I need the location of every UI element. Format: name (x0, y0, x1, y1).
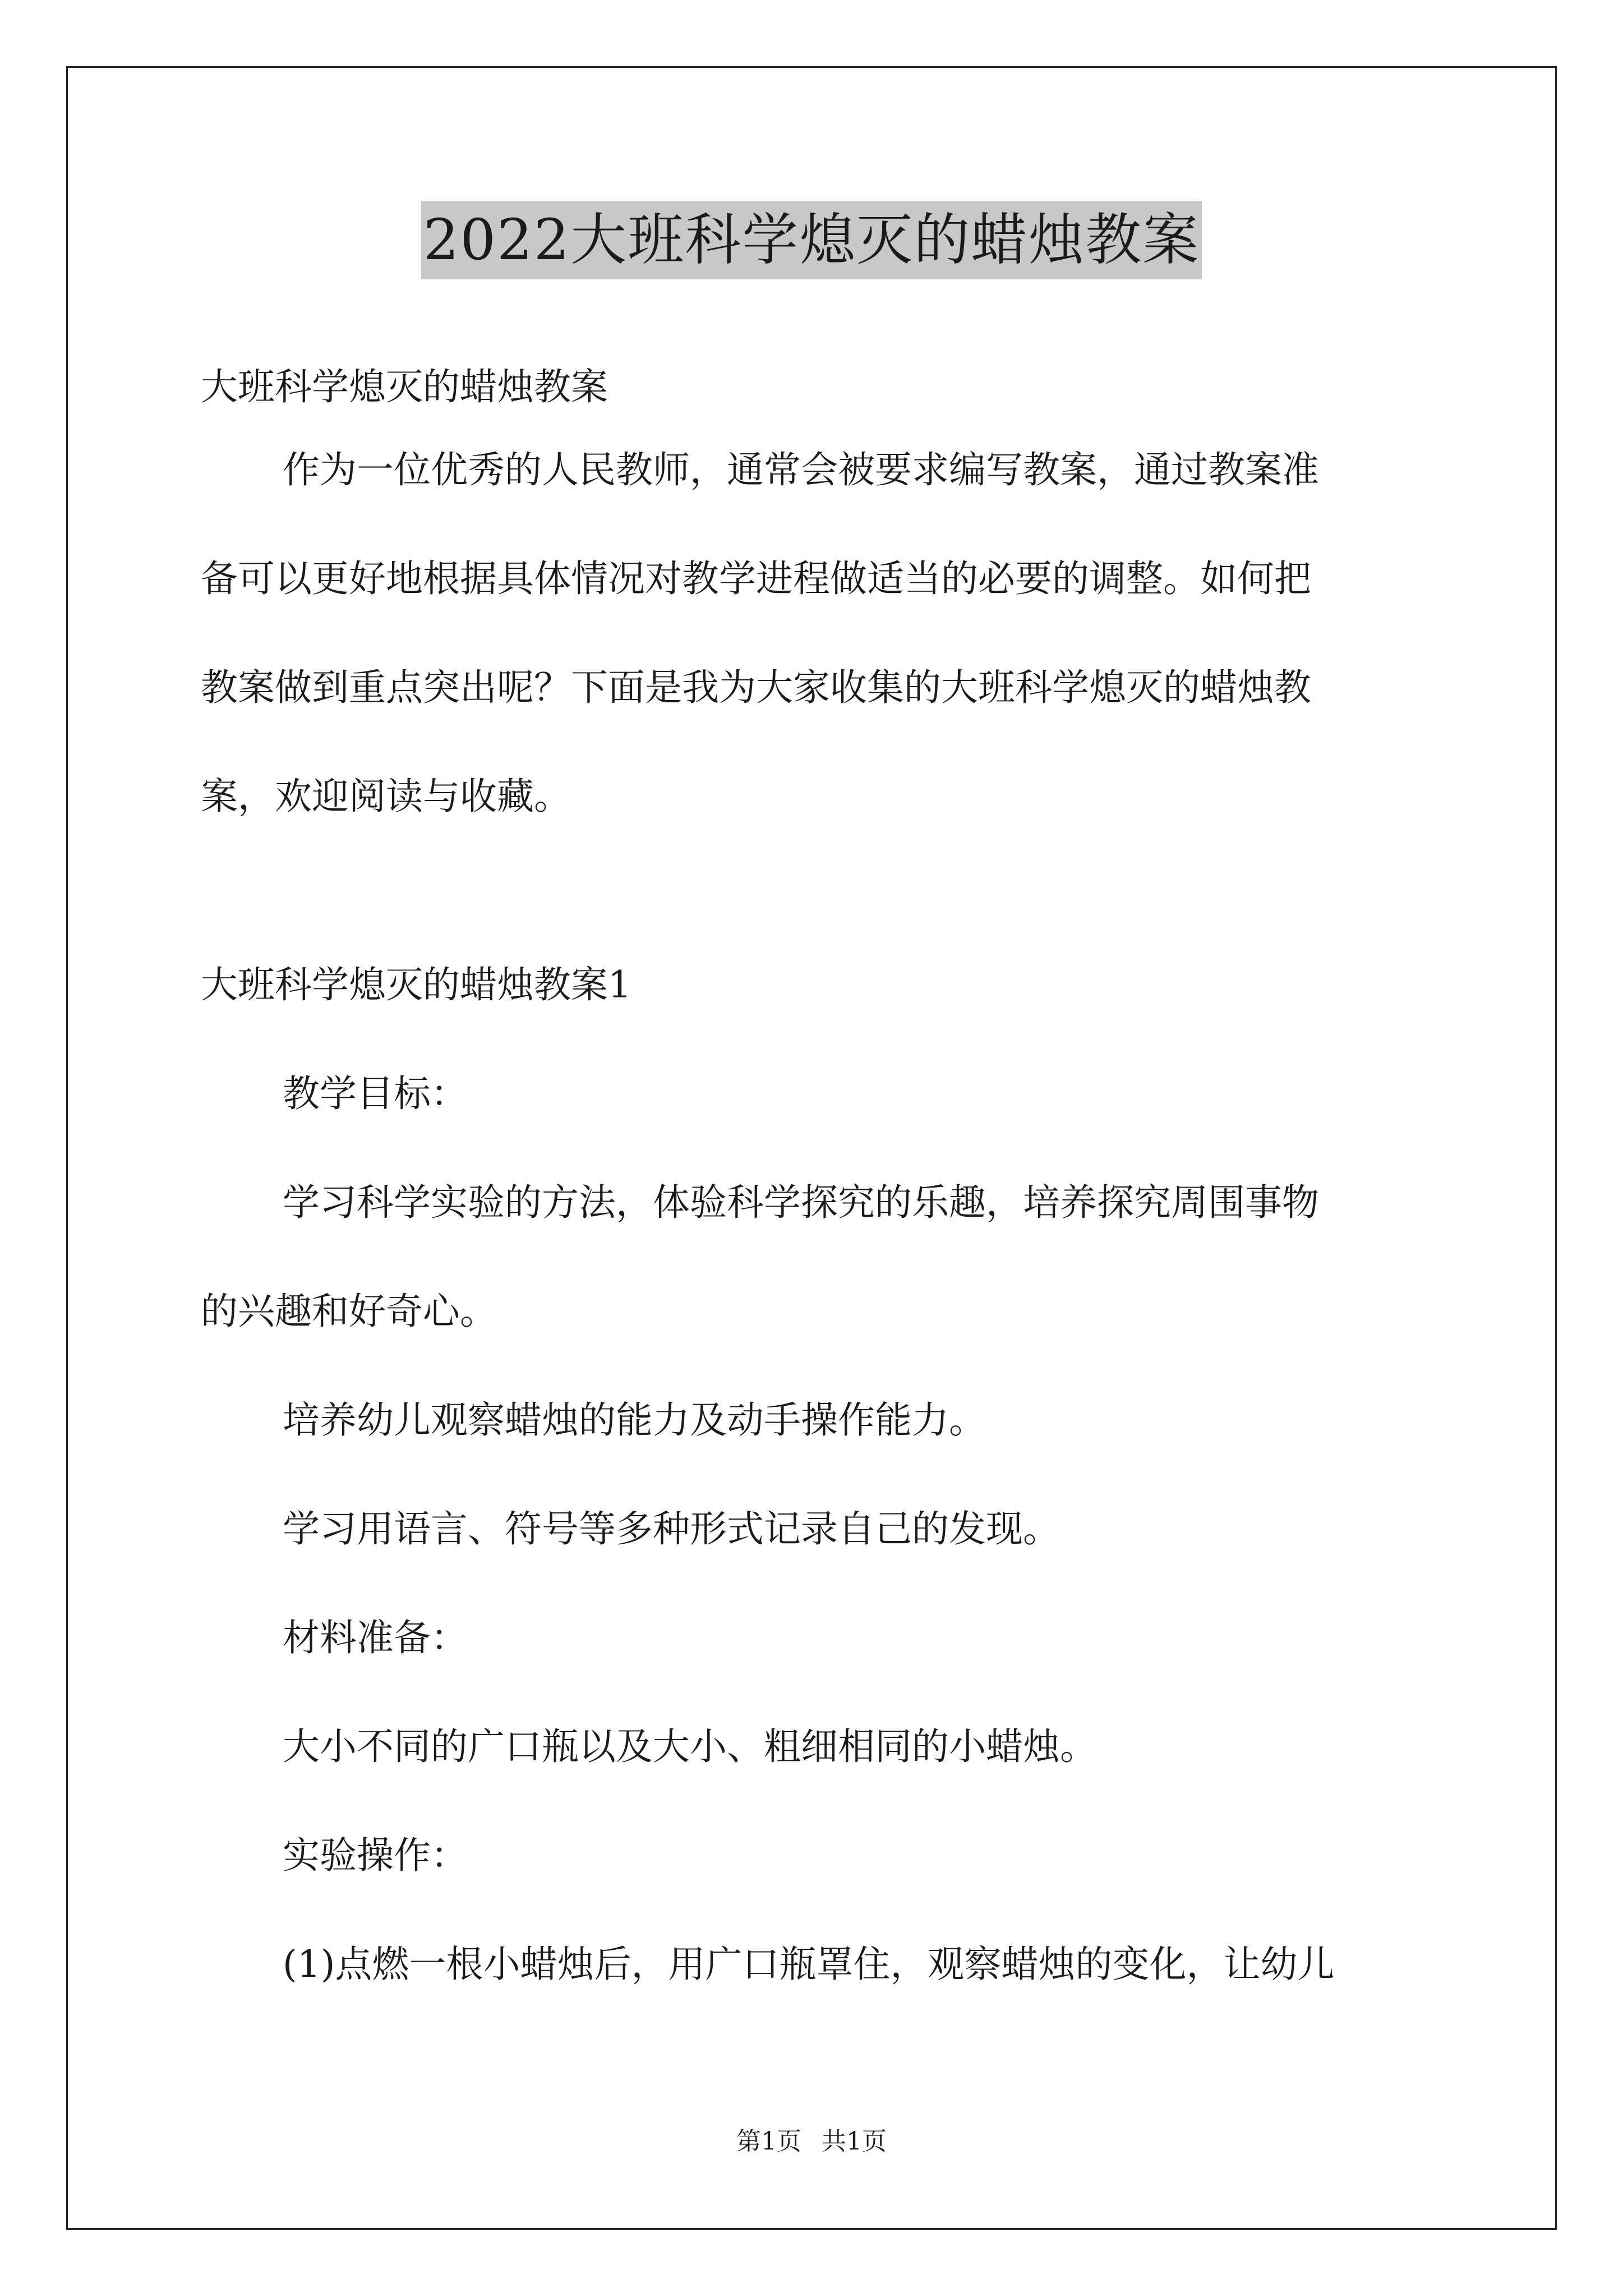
intro-line: 备可以更好地根据具体情况对教学进程做适当的必要的调整。如何把 (201, 557, 1311, 600)
goals-label: 教学目标： (283, 1072, 468, 1115)
goal-line: 学习科学实验的方法，体验科学探究的乐趣，培养探究周围事物 (283, 1181, 1319, 1224)
intro-line: 案，欢迎阅读与收藏。 (201, 775, 571, 818)
document-subtitle: 大班科学熄灭的蜡烛教案 (201, 365, 608, 408)
document-body (201, 314, 1435, 1993)
operation-step: (1)点燃一根小蜡烛后，用广口瓶罩住，观察蜡烛的变化，让幼儿 (283, 1943, 1335, 1986)
materials-label: 材料准备： (283, 1616, 468, 1659)
operation-label: 实验操作： (283, 1834, 468, 1877)
document-title: 2022大班科学熄灭的蜡烛教案 (421, 201, 1202, 279)
section-heading: 大班科学熄灭的蜡烛教案1 (201, 963, 631, 1006)
goal-line: 培养幼儿观察蜡烛的能力及动手操作能力。 (283, 1398, 986, 1442)
intro-line: 教案做到重点突出呢？下面是我为大家收集的大班科学熄灭的蜡烛教 (201, 666, 1311, 709)
goal-line: 的兴趣和好奇心。 (201, 1290, 497, 1333)
materials-text: 大小不同的广口瓶以及大小、粗细相同的小蜡烛。 (283, 1725, 1097, 1768)
page-total: 共1页 (822, 2127, 887, 2156)
page-number: 第1页 (736, 2127, 801, 2156)
page-footer (0, 2125, 1623, 2159)
intro-line: 作为一位优秀的人民教师，通常会被要求编写教案，通过教案准 (283, 448, 1319, 491)
title-area (0, 201, 1623, 279)
goal-line: 学习用语言、符号等多种形式记录自己的发现。 (283, 1507, 1060, 1550)
